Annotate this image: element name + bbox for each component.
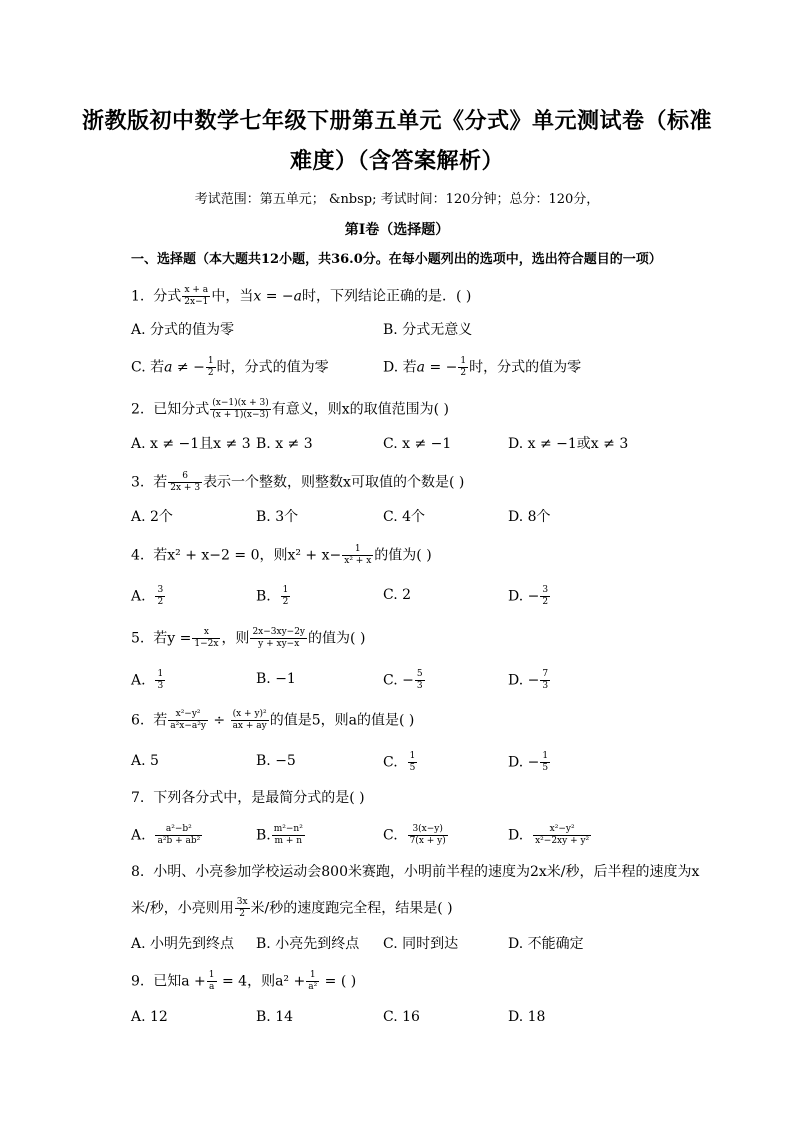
q7-option-b[interactable]: B. $\frac{\text{m²−n²}}{m + n}$ bbox=[256, 824, 303, 846]
q1-option-a[interactable]: A. 分式的值为零 bbox=[131, 322, 235, 338]
q2-option-a[interactable]: A. x ≠ −1且x ≠ 3 bbox=[131, 436, 251, 452]
question-3: 3. 若 $\frac{6}{2x + 3}$ 表示一个整数，则整数x可取值的个数是( ) bbox=[131, 471, 465, 493]
q2-option-b[interactable]: B. x ≠ 3 bbox=[256, 436, 313, 452]
q8-option-d[interactable]: D. 不能确定 bbox=[508, 936, 584, 952]
fraction: $\frac{x + a}{2x-1}$ bbox=[184, 285, 209, 307]
title-line-2: 难度）（含答案解析） bbox=[289, 148, 504, 174]
q2-option-c[interactable]: C. x ≠ −1 bbox=[383, 436, 452, 452]
q7-option-c[interactable]: C. $\frac{3(x-y)}{7(x + y)}$ bbox=[383, 824, 446, 846]
q8-option-a[interactable]: A. 小明先到终点 bbox=[131, 936, 235, 952]
q9-option-b[interactable]: B. 14 bbox=[256, 1009, 294, 1025]
question-9: 9. 已知a + $\frac{1}{a}$ = 4，则a² + $\frac{1}{\text{a²}}$ = ( ) bbox=[131, 970, 357, 992]
q1-option-b[interactable]: B. 分式无意义 bbox=[383, 322, 473, 338]
q3-option-d[interactable]: D. 8个 bbox=[508, 509, 551, 525]
q8-option-c[interactable]: C. 同时到达 bbox=[383, 936, 459, 952]
q9-option-d[interactable]: D. 18 bbox=[508, 1009, 546, 1025]
part-title: 第I卷（选择题） bbox=[344, 222, 450, 238]
q2-option-d[interactable]: D. x ≠ −1或x ≠ 3 bbox=[508, 436, 629, 452]
question-8-line-2: 米/秒，小亮则用 $\frac{3x}{2}$ 米/秒的速度跑完全程，结果是( ) bbox=[131, 897, 453, 919]
q6-option-b[interactable]: B. −5 bbox=[256, 753, 296, 769]
q6-option-d[interactable]: D. − $\frac{1}{5}$ bbox=[508, 751, 549, 773]
q1-option-c[interactable]: C. 若a ≠ − $\frac{1}{2}$ 时，分式的值为零 bbox=[131, 356, 329, 378]
q7-option-a[interactable]: A. $\frac{\text{a²−b²}}{\text{a²b + ab²}}$ bbox=[131, 824, 201, 846]
q1-option-d[interactable]: D. 若a = − $\frac{1}{2}$ 时，分式的值为零 bbox=[383, 356, 582, 378]
q4-option-b[interactable]: B. $\frac{1}{2}$ bbox=[256, 585, 289, 607]
q5-option-d[interactable]: D. − $\frac{7}{3}$ bbox=[508, 669, 549, 691]
q7-option-d[interactable]: D. $\frac{\text{x²−y²}}{\text{x²−2xy + y²}}$ bbox=[508, 824, 590, 846]
question-5: 5. 若y = $\frac{x}{1-2x}$ ，则 $\frac{2x-3xy-2y}{y + xy-x}$ 的值为( ) bbox=[131, 627, 366, 649]
section-title: 一、选择题（本大题共12小题，共36.0分。在每小题列出的选项中，选出符合题目的一项） bbox=[131, 252, 662, 267]
title-line-1: 浙教版初中数学七年级下册第五单元《分式》单元测试卷（标准 bbox=[81, 108, 712, 134]
q4-option-d[interactable]: D. − $\frac{3}{2}$ bbox=[508, 585, 549, 607]
exam-info: 考试范围：第五单元； &nbsp; 考试时间：120分钟；总分：120分， bbox=[194, 192, 600, 207]
q9-option-a[interactable]: A. 12 bbox=[131, 1009, 168, 1025]
question-2: 2. 已知分式 $\frac{(x-1)(x + 3)}{(x + 1)(x-3)}$ 有意义，则x的取值范围为( ) bbox=[131, 398, 449, 420]
q6-option-c[interactable]: C. $\frac{1}{5}$ bbox=[383, 751, 416, 773]
q6-option-a[interactable]: A. 5 bbox=[131, 753, 159, 769]
question-8: 8. 小明、小亮参加学校运动会800米赛跑，小明前半程的速度为2x米/秒，后半程的速度为x bbox=[131, 864, 700, 880]
question-6: 6. 若 $\frac{\text{x²−y²}}{\text{a²x−a²y}}$ ÷ $\frac{\text{(x + y)²}}{ax + ay}$ 的值是5，则a的值是( ) bbox=[131, 709, 415, 731]
q5-option-a[interactable]: A. $\frac{1}{3}$ bbox=[131, 669, 164, 691]
q5-option-b[interactable]: B. −1 bbox=[256, 671, 296, 687]
question-7: 7. 下列各分式中，是最简分式的是( ) bbox=[131, 790, 365, 806]
q4-option-a[interactable]: A. $\frac{3}{2}$ bbox=[131, 585, 164, 607]
q4-option-c[interactable]: C. 2 bbox=[383, 587, 412, 603]
q8-option-b[interactable]: B. 小亮先到终点 bbox=[256, 936, 360, 952]
q3-option-b[interactable]: B. 3个 bbox=[256, 509, 299, 525]
question-1: 1. 分式 $\frac{x + a}{2x-1}$ 中，当x = −a时，下列结论正确的是．( ) bbox=[131, 285, 472, 307]
q3-option-c[interactable]: C. 4个 bbox=[383, 509, 426, 525]
q5-option-c[interactable]: C. − $\frac{5}{3}$ bbox=[383, 669, 423, 691]
q9-option-c[interactable]: C. 16 bbox=[383, 1009, 420, 1025]
q3-option-a[interactable]: A. 2个 bbox=[131, 509, 173, 525]
question-4: 4. 若x² + x−2 = 0，则x² + x− $\frac{1}{\text{x² + x}}$ 的值为( ) bbox=[131, 544, 432, 566]
